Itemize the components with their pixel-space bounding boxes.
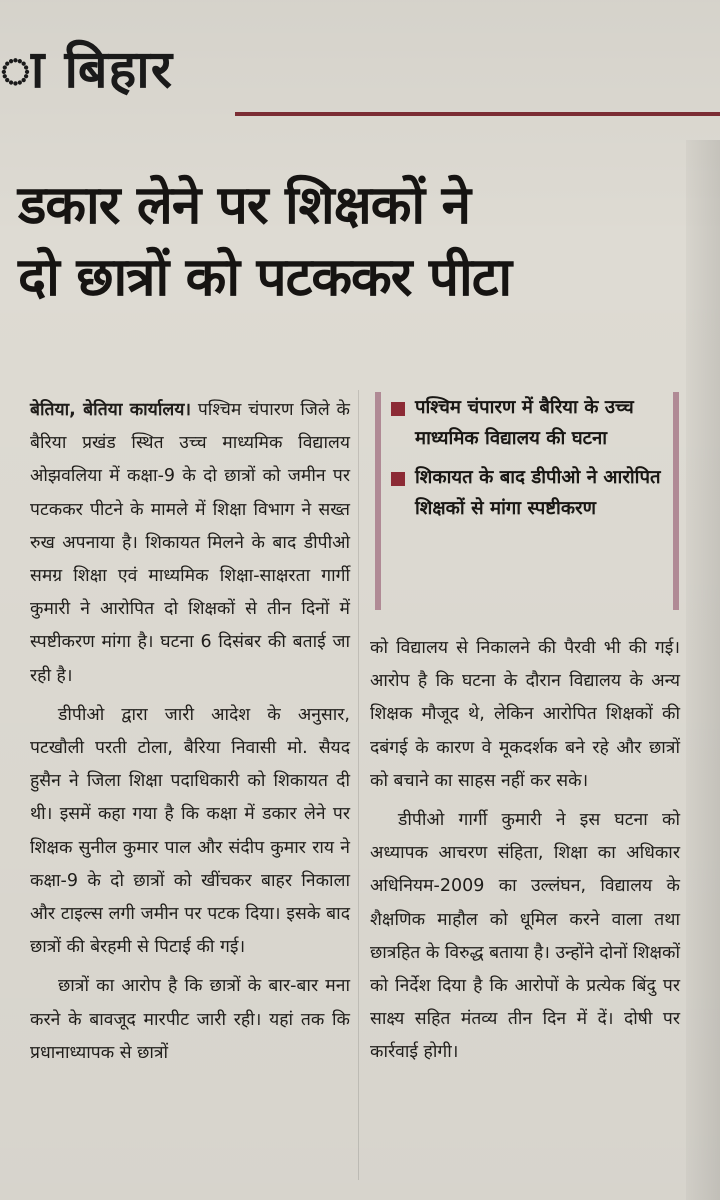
paragraph-text: पश्चिम चंपारण जिले के बैरिया प्रखंड स्थित उच्च माध्यमिक विद्यालय ओझवलिया में कक्षा-9 के दो छात्रों को जमीन पर पटककर पीटने के मामले में शिक्षा विभाग ने सख्त रुख अपनाया है। शिकायत मिलने के बाद डीपीओ समग्र शिक्षा एवं माध्यमिक शिक्षा-साक्षरता गार्गी कुमारी ने आरोपित दो शिक्षकों से तीन दिनों में स्पष्टीकरण मांगा है। घटना 6 दिसंबर की बताई जा रही है। (30, 400, 350, 686)
headline (18, 170, 708, 314)
headline-line-2: दो छात्रों को पटककर पीटा (18, 247, 512, 308)
article-paragraph (30, 394, 350, 693)
square-bullet-icon (391, 402, 405, 416)
highlight-text: शिकायत के बाद डीपीओ ने आरोपित शिक्षकों से मांगा स्पष्टीकरण (415, 467, 661, 519)
section-rule (235, 112, 720, 116)
highlight-text: पश्चिम चंपारण में बैरिया के उच्च माध्यमिक विद्यालय की घटना (415, 397, 634, 449)
article-paragraph: डीपीओ गार्गी कुमारी ने इस घटना को अध्यापक आचरण संहिता, शिक्षा का अधिकार अधिनियम-2009 का उल्लंघन, विद्यालय के शैक्षणिक माहौल को धूमिल करने वाला तथा छात्रहित के विरुद्ध बताया है। उन्होंने दोनों शिक्षकों को निर्देश दिया है कि आरोपों के प्रत्येक बिंदु पर साक्ष्य सहित मंतव्य तीन दिन में दें। दोषी पर कार्रवाई होगी। (370, 810, 680, 1063)
article-left-column (30, 394, 350, 1070)
dateline: बेतिया, बेतिया कार्यालय। (30, 400, 192, 420)
highlight-item (391, 392, 673, 454)
highlight-item (391, 462, 673, 524)
headline-line-1: डकार लेने पर शिक्षकों ने (18, 175, 471, 236)
highlights-box (375, 392, 679, 610)
square-bullet-icon (391, 472, 405, 486)
article-paragraph: को विद्यालय से निकालने की पैरवी भी की गई। आरोप है कि घटना के दौरान विद्यालय के अन्य शिक्षक मौजूद थे, लेकिन आरोपित शिक्षकों की दबंगई के कारण वे मूकदर्शक बने रहे और छात्रों को बचाने का साहस नहीं कर सके। (370, 638, 680, 791)
article-right-column (370, 632, 680, 1070)
article-paragraph: डीपीओ द्वारा जारी आदेश के अनुसार, पटखौली परती टोला, बैरिया निवासी मो. सैयद हुसैन ने जिला शिक्षा पदाधिकारी को शिकायत दी थी। इसमें कहा गया है कि कक्षा में डकार लेने पर शिक्षक सुनील कुमार पाल और संदीप कुमार राय ने कक्षा-9 के दो छात्रों को खींचकर बाहर निकाला और टाइल्स लगी जमीन पर पटक दिया। इसके बाद छात्रों की बेरहमी से पिटाई की गई। (30, 704, 350, 958)
column-divider (358, 390, 359, 1180)
article-paragraph: छात्रों का आरोप है कि छात्रों के बार-बार मना करने के बावजूद मारपीट जारी रही। यहां तक कि प्रधानाध्यापक से छात्रों (30, 976, 350, 1063)
section-tag: ा बिहार (0, 40, 173, 100)
